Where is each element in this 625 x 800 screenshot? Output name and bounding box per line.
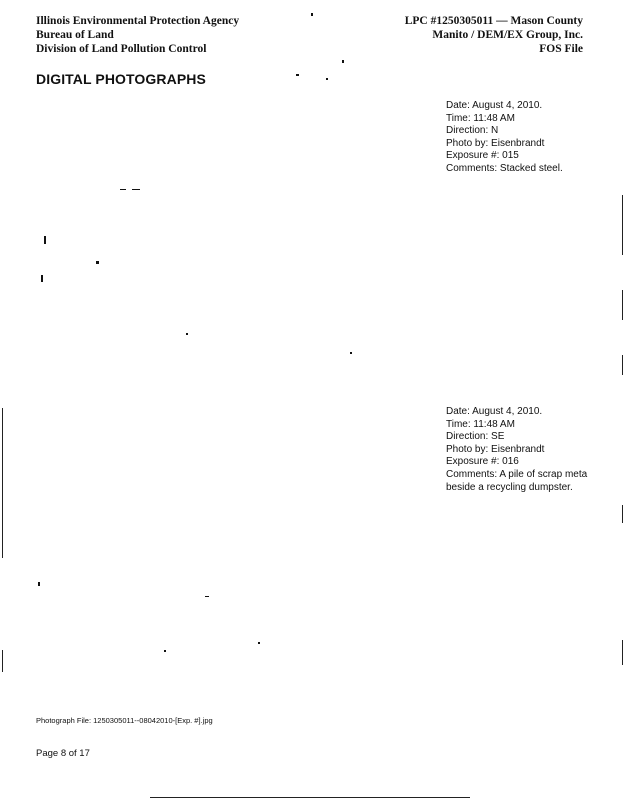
scan-speck — [296, 74, 299, 76]
photo-direction: N — [491, 125, 499, 137]
scan-edge-line — [622, 505, 623, 523]
photo-time-label: Time: — [446, 418, 471, 430]
page-title: DIGITAL PHOTOGRAPHS — [36, 71, 206, 87]
scan-speck — [120, 189, 126, 190]
photo-direction: SE — [491, 431, 505, 443]
photo-exposure-row — [446, 150, 596, 163]
photo-direction-row — [446, 431, 596, 444]
photograph-file-name: Photograph File: 1250305011--08042010-[Exp. #].jpg — [36, 716, 213, 725]
scan-speck — [132, 189, 140, 190]
scan-speck — [342, 60, 344, 63]
photo-exposure: 016 — [502, 456, 519, 468]
site-header — [405, 14, 583, 56]
photo-comments: A pile of scrap meta beside a recycling dumpster. — [446, 468, 588, 493]
photo-date-row — [446, 100, 596, 113]
photo-by-row — [446, 138, 596, 151]
photo-exposure-row — [446, 456, 596, 469]
photo-comments-row — [446, 469, 596, 494]
photo-exposure-label: Exposure #: — [446, 456, 500, 468]
photo-comments-label: Comments: — [446, 162, 498, 174]
photo-date: August 4, 2010. — [472, 100, 543, 111]
photo-comments-label: Comments: — [446, 468, 498, 480]
agency-name: Illinois Environmental Protection Agency — [36, 15, 240, 27]
photo-info-015 — [446, 100, 596, 176]
photo-by-label: Photo by: — [446, 137, 489, 149]
page-number: Page 8 of 17 — [36, 748, 90, 759]
photo-direction-row — [446, 125, 596, 138]
scan-speck — [44, 236, 46, 244]
scan-edge-line — [622, 195, 623, 255]
scan-speck — [311, 13, 313, 16]
bureau-name: Bureau of Land — [36, 29, 114, 41]
scan-speck — [258, 642, 260, 644]
scan-edge-line — [2, 408, 3, 558]
photo-time: 11:48 AM — [473, 112, 515, 124]
photo-time-row — [446, 419, 596, 432]
photo-by: Eisenbrandt — [491, 137, 545, 149]
photo-by: Eisenbrandt — [491, 443, 545, 455]
photo-comments: Stacked steel. — [499, 162, 563, 174]
photo-by-label: Photo by: — [446, 443, 489, 455]
scan-bottom-line — [150, 797, 470, 798]
photo-date-label: Date: — [446, 100, 470, 111]
scan-speck — [350, 352, 352, 354]
scan-edge-line — [622, 355, 623, 375]
file-type: FOS File — [539, 43, 583, 55]
photo-time-label: Time: — [446, 112, 471, 124]
photo-direction-label: Direction: — [446, 125, 489, 137]
scan-speck — [186, 333, 188, 335]
photo-time-row — [446, 113, 596, 126]
photo-direction-label: Direction: — [446, 431, 489, 443]
photo-date: August 4, 2010. — [472, 406, 543, 417]
photo-by-row — [446, 444, 596, 457]
photo-exposure: 015 — [502, 150, 519, 162]
photo-info-016 — [446, 406, 596, 494]
scan-speck — [38, 582, 40, 586]
scan-speck — [326, 78, 328, 80]
photo-time: 11:48 AM — [473, 418, 515, 430]
photo-exposure-label: Exposure #: — [446, 150, 500, 162]
scan-edge-line — [622, 640, 623, 665]
photo-comments-row — [446, 163, 596, 176]
scan-speck — [41, 275, 43, 282]
site-id: LPC #1250305011 — Mason County — [404, 15, 583, 27]
agency-header — [36, 14, 239, 56]
photo-date-row — [446, 406, 596, 419]
scan-edge-line — [2, 650, 3, 672]
scan-edge-line — [622, 290, 623, 320]
scan-speck — [96, 261, 99, 264]
site-location: Manito / DEM/EX Group, Inc. — [432, 29, 583, 41]
division-name: Division of Land Pollution Control — [36, 43, 207, 55]
scan-speck — [205, 596, 209, 597]
photo-date-label: Date: — [446, 406, 470, 417]
scan-speck — [164, 650, 166, 652]
